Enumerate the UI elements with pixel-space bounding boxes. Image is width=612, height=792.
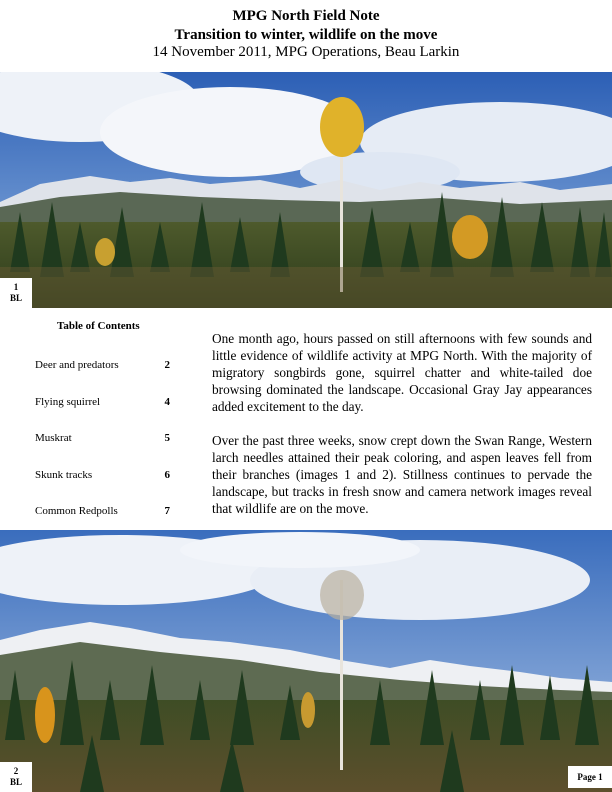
image-number: 1 (13, 282, 19, 292)
page-title: MPG North Field Note (232, 8, 380, 24)
toc-item-label: Deer and predators (35, 359, 119, 371)
image-tag-1 (0, 278, 32, 308)
toc-item-label: Common Redpolls (35, 505, 118, 517)
toc-item-label: Skunk tracks (35, 469, 93, 481)
table-of-contents (0, 312, 200, 530)
page-subtitle: Transition to winter, wildlife on the move (174, 27, 438, 43)
landscape-photo-1 (0, 72, 612, 308)
page-number: Page 1 (568, 766, 612, 788)
toc-item[interactable] (35, 396, 170, 408)
image-initials: BL (9, 293, 22, 303)
paragraph: Over the past three weeks, snow crept down the Swan Range, Western larch needles attained their peak coloring, and aspen leaves fell from their branches (images 1 and 2). Stillness continues to pervade the landscape, but tracks in fresh snow and camera network images reveal that wildlife are on the move. (212, 433, 592, 516)
toc-item-page: 4 (164, 396, 170, 408)
toc-item-label: Muskrat (35, 432, 72, 444)
byline: 14 November 2011, MPG Operations, Beau Larkin (152, 44, 460, 60)
image-initials: BL (9, 777, 22, 787)
toc-item[interactable] (35, 505, 170, 517)
toc-item-page: 7 (164, 505, 170, 517)
toc-item[interactable] (35, 432, 170, 444)
toc-item[interactable] (35, 359, 170, 371)
toc-item-label: Flying squirrel (35, 396, 101, 408)
paragraph: One month ago, hours passed on still afternoons with few sounds and little evidence of wildlife activity at MPG North. With the majority of migratory songbirds gone, squirrel chatter and white-tailed doe browsing dominated the landscape. Occasional Gray Jay appearances added excitement to the day. (212, 331, 592, 414)
toc-item[interactable] (35, 469, 170, 481)
landscape-photo-2 (0, 530, 612, 792)
body-text (212, 330, 592, 534)
image-tag-2 (0, 762, 32, 792)
toc-title: Table of Contents (57, 320, 140, 332)
toc-item-page: 2 (164, 359, 170, 371)
toc-item-page: 6 (164, 469, 170, 481)
image-number: 2 (13, 766, 19, 776)
toc-item-page: 5 (164, 432, 170, 444)
